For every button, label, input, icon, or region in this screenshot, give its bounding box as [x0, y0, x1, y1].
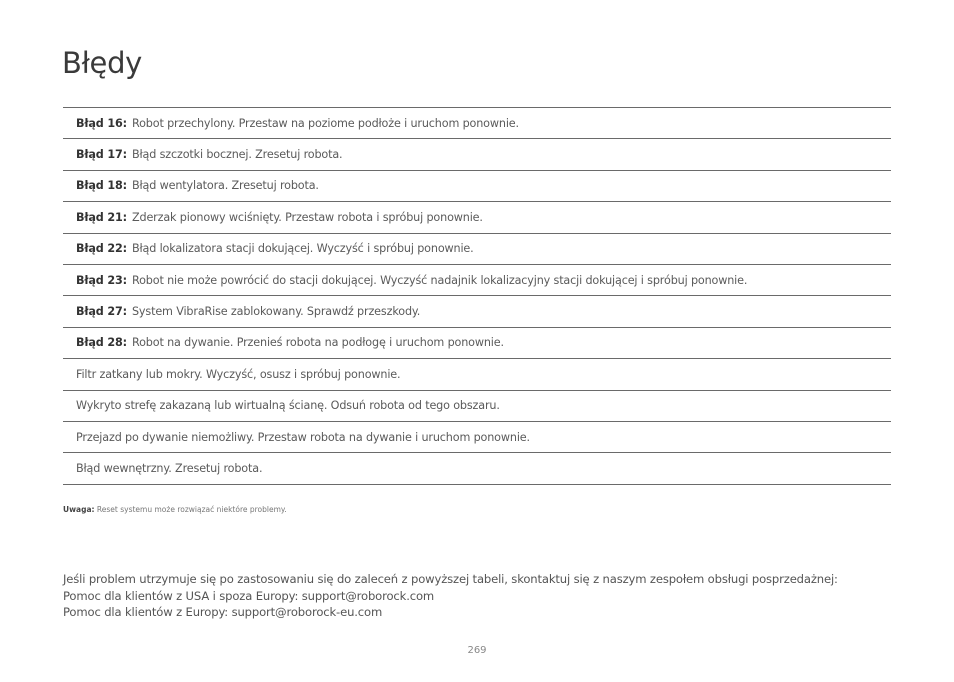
note-label: Uwaga:: [63, 505, 95, 514]
error-description: Błąd lokalizatora stacji dokującej. Wyczyść i spróbuj ponownie.: [131, 242, 474, 256]
table-row: [63, 202, 891, 233]
table-row: [63, 139, 891, 170]
error-code: Błąd 23:: [76, 273, 127, 287]
table-row: [63, 453, 891, 484]
note-text: Reset systemu może rozwiązać niektóre problemy.: [96, 505, 287, 514]
table-row: [63, 234, 891, 265]
contact-intro: Jeśli problem utrzymuje się po zastosowaniu się do zaleceń z powyższej tabeli, skontaktuj się z naszym zespołem obsługi posprzedażnej:: [63, 572, 838, 586]
error-description: Robot przechylony. Przestaw na poziome podłoże i uruchom ponownie.: [131, 116, 519, 130]
error-description: Robot nie może powrócić do stacji dokującej. Wyczyść nadajnik lokalizacyjny stacji dokującej i spróbuj ponownie.: [131, 273, 748, 287]
error-description: System VibraRise zablokowany. Sprawdź przeszkody.: [131, 305, 421, 319]
error-code: Błąd 28:: [76, 336, 127, 350]
error-table: [63, 107, 891, 485]
error-code: Błąd 27:: [76, 305, 127, 319]
error-description: Błąd wewnętrzny. Zresetuj robota.: [76, 461, 263, 475]
table-row: [63, 328, 891, 359]
error-code: Błąd 18:: [76, 179, 127, 193]
error-code: Błąd 21:: [76, 210, 127, 224]
table-row: [63, 391, 891, 422]
table-row: [63, 265, 891, 296]
table-row: [63, 359, 891, 390]
contact-info: [63, 571, 838, 621]
error-description: Wykryto strefę zakazaną lub wirtualną ścianę. Odsuń robota od tego obszaru.: [76, 399, 500, 413]
error-description: Błąd szczotki bocznej. Zresetuj robota.: [131, 148, 343, 162]
error-description: Zderzak pionowy wciśnięty. Przestaw robota i spróbuj ponownie.: [131, 210, 483, 224]
table-row: [63, 296, 891, 327]
error-code: Błąd 16:: [76, 116, 127, 130]
error-description: Filtr zatkany lub mokry. Wyczyść, osusz i spróbuj ponownie.: [76, 367, 401, 381]
error-description: Robot na dywanie. Przenieś robota na podłogę i uruchom ponownie.: [131, 336, 504, 350]
table-row: [63, 171, 891, 202]
contact-us-support: Pomoc dla klientów z USA i spoza Europy: support@roborock.com: [63, 588, 435, 603]
table-row: [63, 422, 891, 453]
page-number: 269: [467, 645, 487, 656]
error-code: Błąd 17:: [76, 148, 127, 162]
note: [63, 505, 287, 514]
error-code: Błąd 22:: [76, 242, 127, 256]
error-description: Przejazd po dywanie niemożliwy. Przestaw robota na dywanie i uruchom ponownie.: [76, 430, 530, 444]
error-description: Błąd wentylatora. Zresetuj robota.: [131, 179, 319, 193]
table-row: [63, 108, 891, 139]
page-title: Błędy: [62, 46, 143, 80]
contact-eu-support: Pomoc dla klientów z Europy: support@roborock-eu.com: [63, 605, 383, 619]
